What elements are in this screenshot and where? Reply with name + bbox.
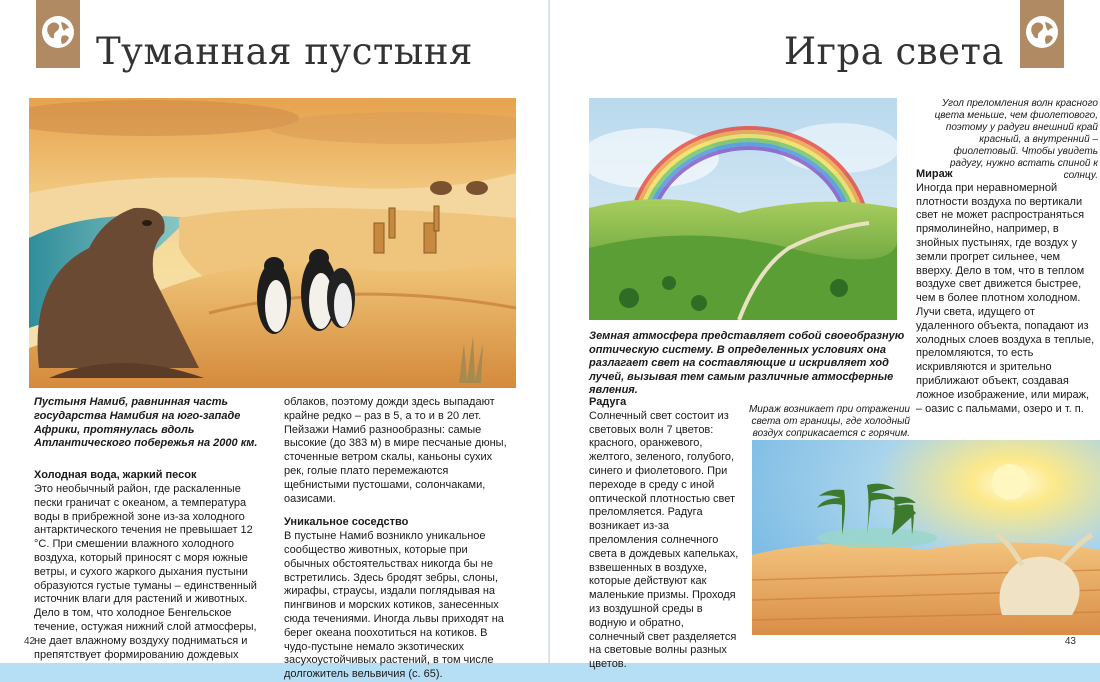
right-page: [550, 0, 1100, 671]
section-body: Солнечный свет состоит из световых волн 7 цветов: красного, оранжевого, желтого, зеленого, голубого, синего и фиолетового. При переходе в среду с иной оптической плотностью свет преломляется. Радуга возникает из-за преломления солнечного света в дождевых капельках, взвешенных в воздухе, которые действуют как маленькие призмы. Проходя из воздушной среды в водную и обратно, солнечный свет разделяется на световые волны разных цветов.: [589, 409, 739, 671]
text-column-2: [284, 396, 514, 682]
section-body: Иногда при неравномерной плотности воздуха по вертикали свет не может распространяться прямолинейно, например, в знойных пустынях, где воздух у земли прогрет сильнее, чем вверху. Дело в том, что в теплом воздухе свет движется быстрее, чем в более плотном холодном. Лучи света, идущего от удаленного объекта, попадают из холодных слоев воздуха в теплые, преломляются, то есть искривляются и зрительно приближают объект, создавая ложное изображение, или мираж, – оазис с пальмами, озеро и т. п.: [916, 181, 1095, 415]
mirage-text-column: [916, 168, 1096, 416]
section-heading: Радуга: [589, 396, 627, 408]
section-body-continued: облаков, поэтому дожди здесь выпадают крайне редко – раз в 5, а то и в 20 лет. Пейзажи Намиб разнообразны: самые высокие (до 383 м) в мире песчаные дюны, сточенные ветром скалы, каньоны сухих рек, голые плато перемежаются щебнистыми пустошами, солончаками, оазисами.: [284, 396, 507, 505]
page-title: Игра света: [783, 30, 1004, 73]
mirage-note: [748, 404, 910, 440]
chapter-tab: [36, 0, 80, 68]
section-heading: Холодная вода, жаркий песок: [34, 469, 197, 482]
globe-icon: [1024, 14, 1060, 50]
section-body: Это необычный район, где раскаленные пески граничат с океаном, а температура воды в прибрежной зоне из-за холодного антарктического течения не превышает 12 °C. При смешении влажного холодного воздуха, который приносят с моря южные ветры, и сухого жаркого дыхания пустыни образуются густые туманы – единственный источник влаги для растений и животных. Дело в том, что холодное Бенгельское течение, остужая нижний слой атмосферы, не дает влажному воздуху подниматься и препятствует формированию дождевых: [34, 482, 257, 661]
text-column-1: [34, 396, 260, 662]
rainbow-text-column: [589, 396, 739, 672]
page-number: 42: [24, 636, 36, 647]
page-number: 43: [1064, 636, 1076, 647]
mirage-note-text: Мираж возникает при отражении света от границы, где холодный воздух соприкасается с горячим.: [748, 404, 910, 439]
caption-text: Земная атмосфера представляет собой своеобразную оптическую систему. В определенных условиях она разлагает свет на составляющие и искривляет ход лучей, вызывая тем самым различные атмосферные явления.: [589, 330, 905, 396]
namib-desert-illustration: [29, 98, 516, 388]
mirage-illustration: [752, 440, 1100, 635]
chapter-tab: [1020, 0, 1064, 68]
section-heading: Уникальное соседство: [284, 516, 409, 529]
rainbow-illustration: [589, 98, 897, 320]
rainbow-caption: [589, 330, 909, 398]
page-title: Туманная пустыня: [96, 30, 473, 73]
illustration-caption: Пустыня Намиб, равнинная часть государства Намибия на юго-западе Африки, протянулась вдоль Атлантического побережья на 2000 км.: [34, 396, 258, 450]
section-body: В пустыне Намиб возникло уникальное сообщество животных, которые при обычных обстоятельствах никогда бы не встретились. Здесь бродят зебры, слоны, жирафы, страусы, издали поглядывая на пингвинов и морских котиков, занесенных сюда течениями. Иногда львы приходят на берег океана поохотиться на котиков. В чудо-пустыне немало экзотических засухоустойчивых растений, в том числе долгожитель вельвичия (с. 65).: [284, 530, 504, 681]
side-note-text: Угол преломления волн красного цвета меньше, чем фиолетового, поэтому у радуги внешний край красный, а внутренний – фиолетовый. Чтобы увидеть радугу, нужно встать спиной к солнцу.: [934, 98, 1098, 181]
left-page: [0, 0, 550, 681]
section-heading: Мираж: [916, 168, 953, 180]
globe-icon: [40, 14, 76, 50]
